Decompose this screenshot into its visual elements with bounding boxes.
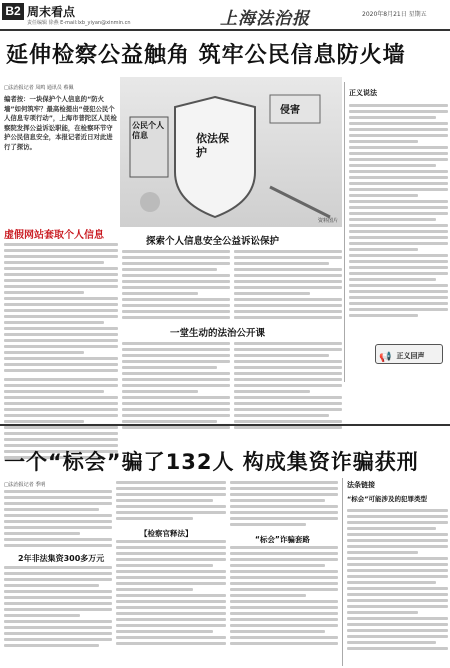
byline: □法治报记者 凤鸣 通讯员 蔡佩 — [4, 85, 74, 91]
sidebar-icon-label: 正义回声 — [396, 352, 425, 360]
illustration — [120, 77, 342, 227]
law-link-text — [347, 509, 448, 650]
issue-date: 2020年8月21日 星期五 — [362, 11, 427, 18]
editor-line: 责任编辑 徐燕 E-mail:lxb_yiyan@xinmin.cn — [27, 20, 131, 26]
masthead-logo: 上海法治报 — [220, 9, 310, 29]
main-title: 延伸检察公益触角 筑牢公民信息防火墙 — [6, 43, 406, 68]
law-link-title: 法条链接 — [347, 481, 375, 489]
bottom-section-2-title: 【检察官释法】 — [140, 529, 193, 538]
section-1-title: 虚假网站套取个人信息 — [4, 230, 104, 241]
bottom-col-1-text-a — [4, 490, 112, 550]
header-rule — [0, 29, 450, 31]
section-2-text-b — [234, 250, 342, 322]
section-3-title: 一堂生动的法治公开课 — [170, 328, 266, 339]
big-title: 一个“标会”骗了132人 构成集资诈骗获刑 — [4, 450, 419, 474]
law-link-subtitle: “标会”可能涉及的犯罪类型 — [347, 495, 428, 503]
megaphone-icon: 📢 — [379, 352, 392, 363]
section-2-title: 探索个人信息安全公益诉讼保护 — [146, 236, 280, 247]
bottom-col-1-text-b — [4, 566, 112, 650]
bottom-col-3-text-a — [230, 481, 338, 529]
bottom-col-2-text-b — [116, 540, 226, 648]
lead-text: 编者按：一块保护个人信息的“防火墙”如何筑牢？最高检提出“侵犯公民个人信息专项行动”，上海市普陀区人民检察院发挥公益诉讼职能，在检察环节守护公民信息安全，本报记者近日对此进行了探访。 — [4, 95, 117, 151]
header — [0, 0, 450, 30]
sidebar-icon — [375, 344, 443, 364]
photo-credit: 资料图片 — [317, 218, 338, 224]
sidebar-text — [349, 104, 448, 317]
section-2-text-a — [122, 250, 230, 322]
bottom-col-2-text-a — [116, 481, 226, 523]
lead-box — [4, 84, 117, 222]
page-badge: B2 — [2, 3, 24, 20]
section-3-text-b — [234, 342, 342, 432]
illustration-word-1: 公民个人信息 — [132, 121, 164, 140]
bottom-col-3-text-b — [230, 546, 338, 648]
illustration-word-3: 侵害 — [280, 105, 300, 116]
bottom-right-box — [342, 478, 448, 666]
section-3-text-a — [122, 342, 230, 432]
bottom-section-3-title: “标会”诈骗套路 — [255, 535, 310, 544]
section-name: 周末看点 — [27, 5, 76, 19]
bottom-section-1-title: 2年非法集资300多万元 — [18, 554, 105, 563]
section-divider — [0, 424, 450, 426]
sidebar — [344, 82, 448, 382]
sidebar-title: 正义说法 — [349, 89, 377, 97]
section-1-text — [4, 243, 118, 375]
illustration-word-2: 依法保护 — [196, 132, 229, 159]
bottom-byline: □法治报记者 季明 — [4, 482, 46, 488]
